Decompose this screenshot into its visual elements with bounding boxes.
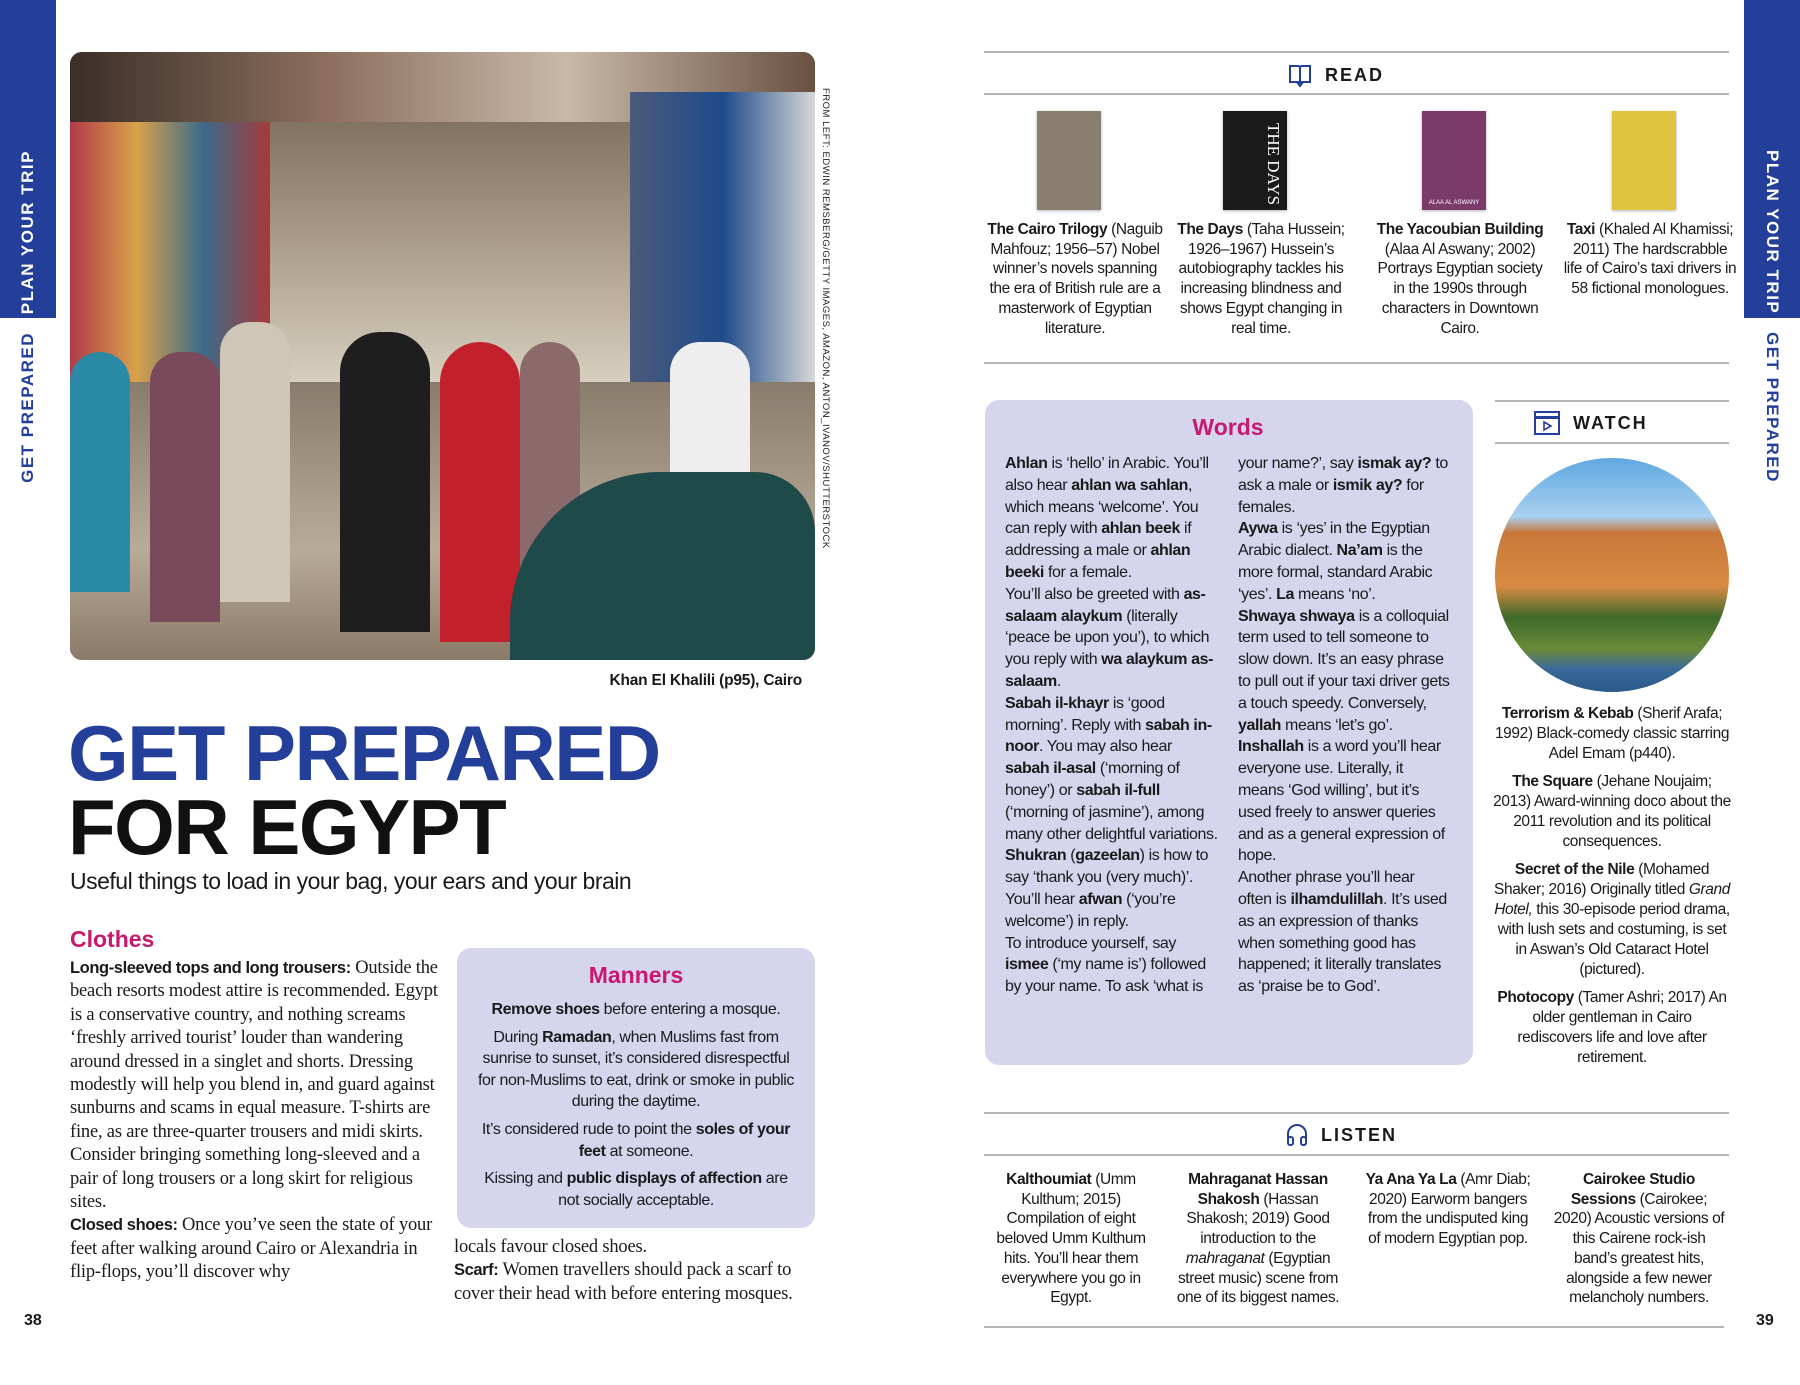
clothes-heading: Clothes	[70, 926, 155, 952]
paragraph: Sabah il-khayr is ‘good morning’. Reply with sabah in-noor. You may also hear sabah il-asal (‘morning of honey’) or sabah il-full (‘morning of jasmine’), among many other delightful variations.	[1005, 694, 1218, 843]
manners-heading: Manners	[588, 962, 684, 988]
album-description: Ya Ana Ya La (Amr Diab; 2020) Earworm bangers from the undisputed king of modern Egyptian pop.	[1365, 1171, 1531, 1248]
bold-term: The Square	[1512, 773, 1593, 790]
paragraph: You’ll also be greeted with as-salaam alaykum (literally ‘peace be upon you’), to which you reply with wa alaykum as-salaam.	[1005, 585, 1214, 690]
book-cover	[1223, 111, 1287, 210]
bold-term: ahlan beek	[1101, 520, 1180, 538]
page-title-line1: GET PREPARED	[68, 709, 660, 797]
paragraph: Aywa is ‘yes’ in the Egyptian Arabic dialect. Na’am is the more formal, standard Arabic ‘yes’. La means ‘no’.	[1238, 520, 1433, 603]
paragraph: During Ramadan, when Muslims fast from sunrise to sunset, it’s considered disrespectful for non-Muslims to eat, drink or smoke in public during the daytime.	[477, 1028, 795, 1111]
side-tab-plan-your-trip-right[interactable]: PLAN YOUR TRIP	[1763, 150, 1782, 315]
paragraph: Terrorism & Kebab (Sherif Arafa; 1992) Black-comedy classic starring Adel Emam (p440).	[1494, 705, 1730, 762]
clothes-column-2	[454, 1236, 820, 1306]
bold-term: yallah	[1238, 716, 1281, 734]
bold-term: soles of your feet	[578, 1120, 791, 1160]
read-header	[1287, 62, 1384, 88]
bold-term: Kalthoumiat	[1006, 1171, 1092, 1188]
page-number-right: 39	[1756, 1312, 1774, 1329]
side-tab-plan-your-trip-left[interactable]: PLAN YOUR TRIP	[18, 150, 37, 315]
bold-term: sabah in-noor	[1005, 716, 1212, 756]
book-description: The Cairo Trilogy (Naguib Mahfouz; 1956–57) Nobel winner’s novels spanning the era of British rule are a masterwork of Egyptian literature.	[987, 221, 1163, 337]
bold-term: Secret of the Nile	[1514, 861, 1635, 878]
bold-term: ismee	[1005, 956, 1049, 974]
bold-term: wa alaykum as-salaam	[1005, 651, 1214, 690]
page-number-left: 38	[24, 1312, 42, 1329]
cover-title: THE DAYS	[1264, 123, 1283, 206]
divider	[984, 51, 1729, 53]
paragraph: Remove shoes before entering a mosque.	[491, 1001, 781, 1018]
bold-term: Closed shoes:	[70, 1216, 178, 1235]
photo-caption: Khan El Khalili (p95), Cairo	[609, 672, 802, 689]
paragraph: The Square (Jehane Noujaim; 2013) Award-winning doco about the 2011 revolution and its political consequences.	[1493, 773, 1731, 850]
book-icon	[1287, 62, 1313, 88]
divider	[1495, 400, 1729, 402]
bold-term: Aywa	[1238, 520, 1278, 538]
bold-term: ismik ay?	[1332, 476, 1403, 494]
album-description: Cairokee Studio Sessions (Cairokee; 2020) Acoustic versions of this Cairene rock-ish band’s greatest hits, alongside a few newer melancholy numbers.	[1553, 1171, 1725, 1307]
bold-term: Na’am	[1336, 542, 1383, 560]
album-description: Kalthoumiat (Umm Kulthum; 2015) Compilation of eight beloved Umm Kulthum hits. You’ll hear them everywhere you go in Egypt.	[996, 1171, 1146, 1307]
listen-header	[1285, 1122, 1397, 1148]
paragraph: Long-sleeved tops and long trousers: Outside the beach resorts modest attire is recommended. Egypt is a conservative country, and nothing screams ‘freshly arrived tourist’ louder than wandering around dressed in a singlet and shorts. Dressing modestly will help you blend in, and guard against sunburns and scams in equal measure. T-shirts are fine, as are three-quarter trousers and midi skirts. Consider bringing something long-sleeved and a pair of long trousers or a long skirt for religious sites.	[70, 958, 438, 1213]
paragraph: Shukran (gazeelan) is how to say ‘thank you (very much)’. You’ll hear afwan (‘you’re welcome’) in reply.	[1005, 847, 1209, 930]
paragraph: Scarf: Women travellers should pack a scarf to cover their head with before entering mosques.	[454, 1260, 793, 1304]
bold-term: sabah il-asal	[1005, 760, 1096, 778]
headphones-icon	[1285, 1122, 1309, 1148]
bold-term: sabah il-full	[1076, 781, 1160, 799]
bold-term: Ramadan	[542, 1028, 612, 1046]
side-tab-get-prepared-right[interactable]: GET PREPARED	[1763, 332, 1782, 483]
market-photo	[70, 52, 815, 660]
words-text	[1005, 453, 1451, 998]
paragraph: Shwaya shwaya is a colloquial term used to tell someone to slow down. It’s an easy phrase to pull out if your taxi driver gets a touch speedy. Conversely, yallah means ‘let’s go’.	[1238, 607, 1450, 734]
italic-term: Grand Hotel,	[1494, 881, 1730, 918]
bold-term: Long-sleeved tops and long trousers:	[70, 959, 351, 977]
bold-term: Shukran	[1005, 847, 1067, 865]
old-cataract-hotel-photo	[1495, 458, 1729, 692]
words-box	[985, 400, 1473, 1065]
cover-title: ALAA AL ASWANY	[1428, 200, 1480, 206]
bold-term: ahlan beeki	[1005, 542, 1191, 581]
bold-term: Taxi	[1566, 221, 1596, 238]
book-description: Taxi (Khaled Al Khamissi; 2011) The hardscrabble life of Cairo’s taxi drivers in 58 fictional monologues.	[1563, 221, 1737, 298]
bold-term: ilhamdulillah	[1290, 890, 1384, 908]
divider	[984, 362, 1729, 364]
bold-term: Inshallah	[1238, 738, 1304, 756]
side-tab-get-prepared-left[interactable]: GET PREPARED	[18, 332, 37, 483]
watch-list	[1493, 704, 1731, 1068]
bold-term: ahlan wa sahlan	[1071, 476, 1188, 494]
bold-term: ismak ay?	[1357, 455, 1432, 472]
manners-list	[475, 999, 797, 1211]
divider	[984, 93, 1729, 95]
bold-term: Shwaya shwaya	[1238, 607, 1355, 625]
bold-term: gazeelan	[1075, 847, 1140, 865]
bold-term: Mahraganat Hassan Shakosh	[1188, 1171, 1328, 1208]
bold-term: Scarf:	[454, 1261, 499, 1280]
italic-term: mahraganat	[1185, 1249, 1265, 1267]
bold-term: Ahlan	[1005, 455, 1048, 472]
bold-term: The Days	[1177, 221, 1243, 238]
clothes-column-1	[70, 957, 440, 1285]
paragraph: Another phrase you’ll hear often is ilhamdulillah. It’s used as an expression of thanks when something good has happened; it literally translates as ‘praise be to God’.	[1238, 869, 1447, 996]
bold-term: afwan	[1078, 890, 1123, 908]
book-cover	[1612, 111, 1676, 210]
bold-term: as-salaam alaykum	[1005, 585, 1206, 625]
divider	[1495, 442, 1729, 444]
bold-term: Photocopy	[1497, 989, 1574, 1006]
paragraph: Kissing and public displays of affection are not socially acceptable.	[484, 1170, 788, 1209]
paragraph: It’s considered rude to point the soles of your feet at someone.	[481, 1120, 791, 1160]
book-description: The Days (Taha Hussein; 1926–1967) Hussein’s autobiography tackles his increasing blindness and shows Egypt changing in real time.	[1177, 221, 1345, 337]
book-cover	[1037, 111, 1101, 210]
bold-term: Remove shoes	[491, 1001, 600, 1018]
clapperboard-icon	[1533, 410, 1561, 436]
bold-term: Ya Ana Ya La	[1365, 1171, 1457, 1188]
divider	[984, 1326, 1724, 1328]
bold-term: public displays of affection	[566, 1170, 762, 1188]
listen-heading: LISTEN	[1321, 1124, 1398, 1145]
page-subtitle: Useful things to load in your bag, your ears and your brain	[70, 868, 632, 894]
paragraph: Ahlan is ‘hello’ in Arabic. You’ll also hear ahlan wa sahlan, which means ‘welcome’. You can reply with ahlan beek if addressing a male or ahlan beeki for a female.	[1005, 455, 1209, 581]
bold-term: The Yacoubian Building	[1376, 221, 1544, 238]
paragraph: locals favour closed shoes.	[454, 1237, 647, 1257]
watch-header	[1533, 410, 1648, 436]
divider	[984, 1154, 1729, 1156]
divider	[984, 1112, 1729, 1114]
bold-term: La	[1276, 585, 1294, 603]
page-title-line2: FOR EGYPT	[68, 783, 506, 871]
words-heading: Words	[1192, 414, 1264, 440]
photo-credit: FROM LEFT: EDWIN REMSBERG/GETTY IMAGES, AMAZON, ANTON_IVANOV/SHUTTERSTOCK	[820, 88, 831, 549]
bold-term: Terrorism & Kebab	[1501, 705, 1634, 722]
read-heading: READ	[1325, 64, 1385, 85]
watch-heading: WATCH	[1573, 412, 1648, 433]
manners-box	[457, 948, 815, 1228]
bold-term: Cairokee Studio Sessions	[1570, 1171, 1695, 1208]
bold-term: Sabah il-khayr	[1005, 694, 1109, 712]
paragraph: Inshallah is a word you’ll hear everyone use. Literally, it means ‘God willing’, but it’s used freely to answer queries and as a general expression of hope.	[1238, 738, 1445, 865]
paragraph: Photocopy (Tamer Ashri; 2017) An older gentleman in Cairo rediscovers life and love after retirement.	[1497, 989, 1727, 1066]
paragraph: Closed shoes: Once you’ve seen the state of your feet after walking around Cairo or Alexandria in flip-flops, you’ll discover why	[70, 1215, 433, 1283]
book-description: The Yacoubian Building (Alaa Al Aswany; 2002) Portrays Egyptian society in the 1990s through characters in Downtown Cairo.	[1376, 221, 1544, 337]
bold-term: The Cairo Trilogy	[987, 221, 1108, 238]
album-description: Mahraganat Hassan Shakosh (Hassan Shakosh; 2019) Good introduction to the mahraganat (Egyptian street music) scene from one of its biggest names.	[1176, 1171, 1340, 1307]
paragraph: To introduce yourself, say ismee (‘my name is’) followed by your name. To ask ‘what is your name?’, say ismak ay? to ask a male or ismik ay? for females.	[1005, 455, 1448, 996]
book-cover	[1422, 111, 1486, 210]
paragraph: Secret of the Nile (Mohamed Shaker; 2016) Originally titled Grand Hotel, this 30-episode period drama, with lush sets and costuming, is set in Aswan’s Old Cataract Hotel (pictured).	[1494, 861, 1730, 978]
